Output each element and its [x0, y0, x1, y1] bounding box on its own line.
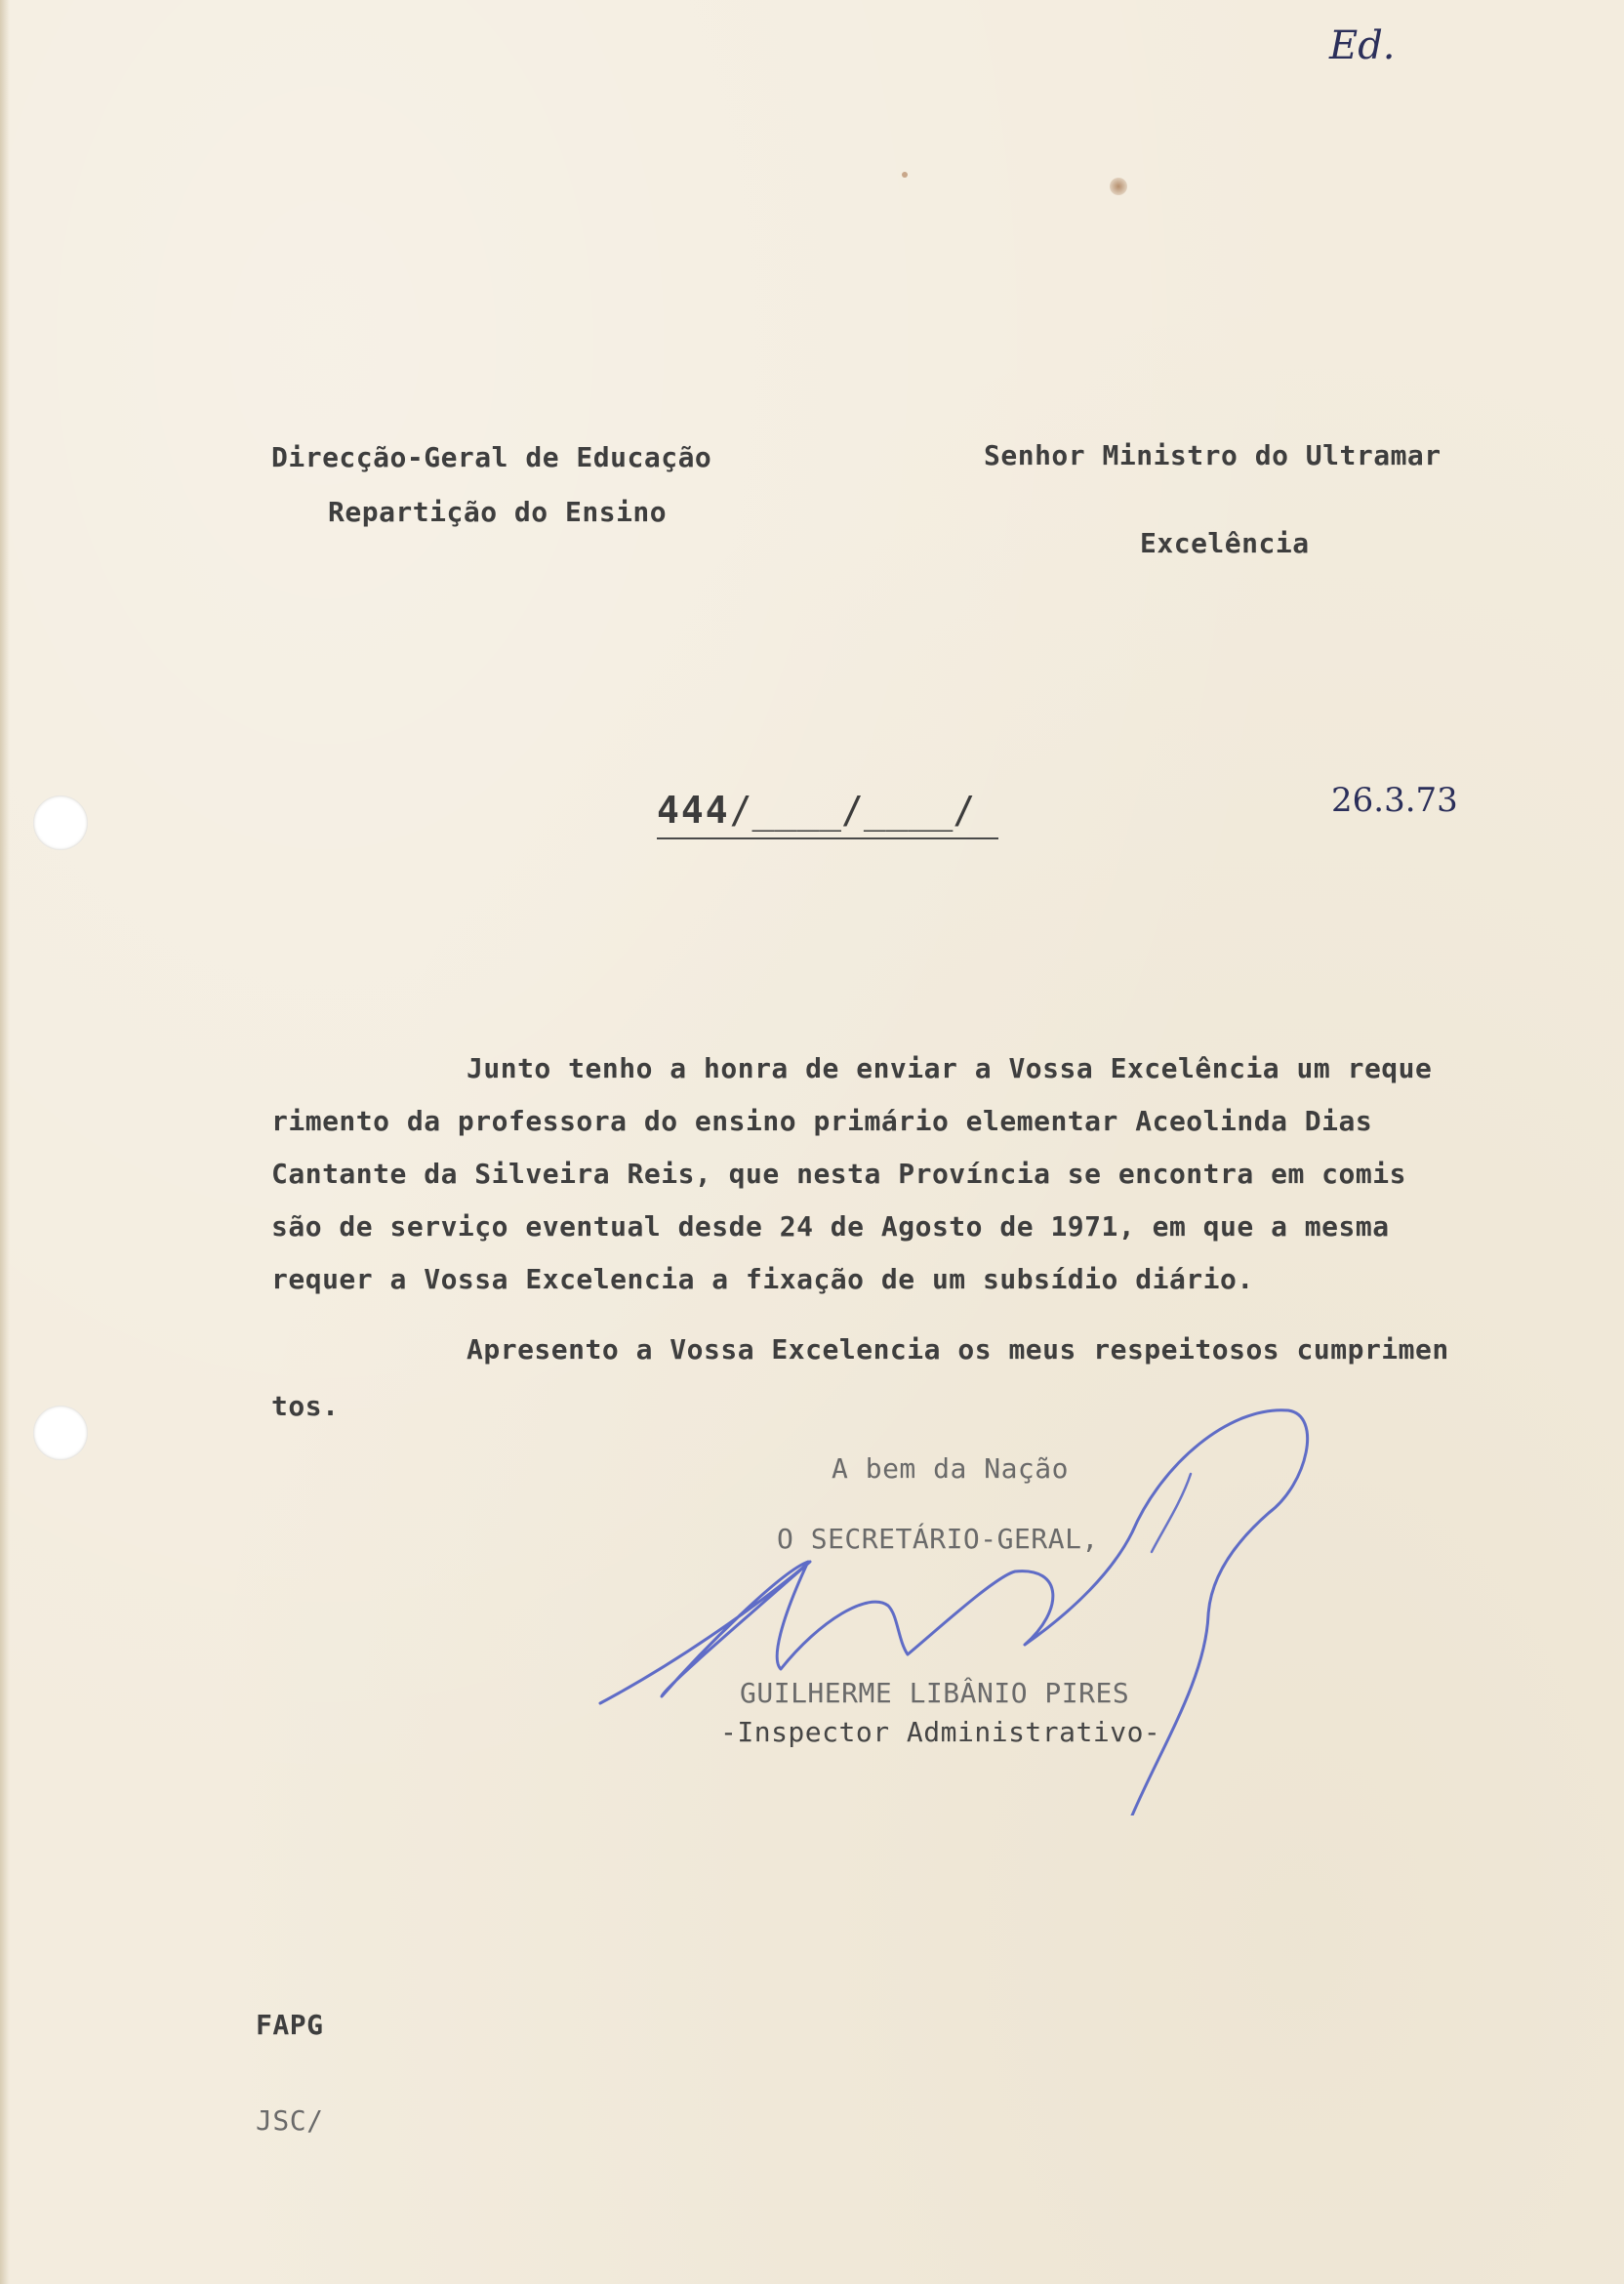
body-line-4: são de serviço eventual desde 24 de Agosto de 1971, em que a mesma	[271, 1210, 1390, 1243]
punch-hole-lower	[33, 1406, 88, 1460]
reference-number-slots: /____/____/	[729, 789, 976, 832]
footer-initials-2: JSC/	[256, 2104, 324, 2137]
reference-number	[657, 789, 975, 832]
recipient-honorific: Excelência	[1140, 527, 1310, 559]
department-name: Direcção-Geral de Educação	[271, 441, 712, 473]
punch-hole-upper	[33, 795, 88, 850]
salutation: A bem da Nação	[832, 1452, 1070, 1485]
handwritten-signature	[586, 1386, 1347, 1815]
closing-line-1: Apresento a Vossa Excelencia os meus respeitosos cumprimen	[467, 1333, 1449, 1366]
signatory-name: GUILHERME LIBÂNIO PIRES	[740, 1677, 1130, 1709]
signature-stroke-secondary	[1152, 1474, 1191, 1552]
signatory-title: O SECRETÁRIO-GERAL,	[777, 1523, 1099, 1555]
handwritten-annotation: Ed.	[1329, 23, 1396, 68]
body-line-5: requer a Vossa Excelencia a fixação de um subsídio diário.	[271, 1263, 1254, 1295]
closing-line-2: tos.	[271, 1390, 340, 1422]
footer-initials-1: FAPG	[256, 2009, 324, 2041]
body-line-3: Cantante da Silveira Reis, que nesta Província se encontra em comis	[271, 1158, 1406, 1190]
body-line-1: Junto tenho a honra de enviar a Vossa Excelência um reque	[467, 1052, 1433, 1084]
paper-stain-small	[902, 172, 908, 178]
reference-underline	[657, 837, 998, 839]
recipient-line: Senhor Ministro do Ultramar	[984, 439, 1441, 471]
division-name: Repartição do Ensino	[328, 496, 668, 528]
paper-stain	[1110, 178, 1127, 195]
paper-edge	[0, 0, 10, 2284]
signatory-role: -Inspector Administrativo-	[720, 1716, 1161, 1748]
reference-number-value: 444	[657, 789, 730, 832]
handwritten-date: 26.3.73	[1331, 781, 1458, 820]
body-line-2: rimento da professora do ensino primário elementar Aceolinda Dias	[271, 1105, 1373, 1137]
